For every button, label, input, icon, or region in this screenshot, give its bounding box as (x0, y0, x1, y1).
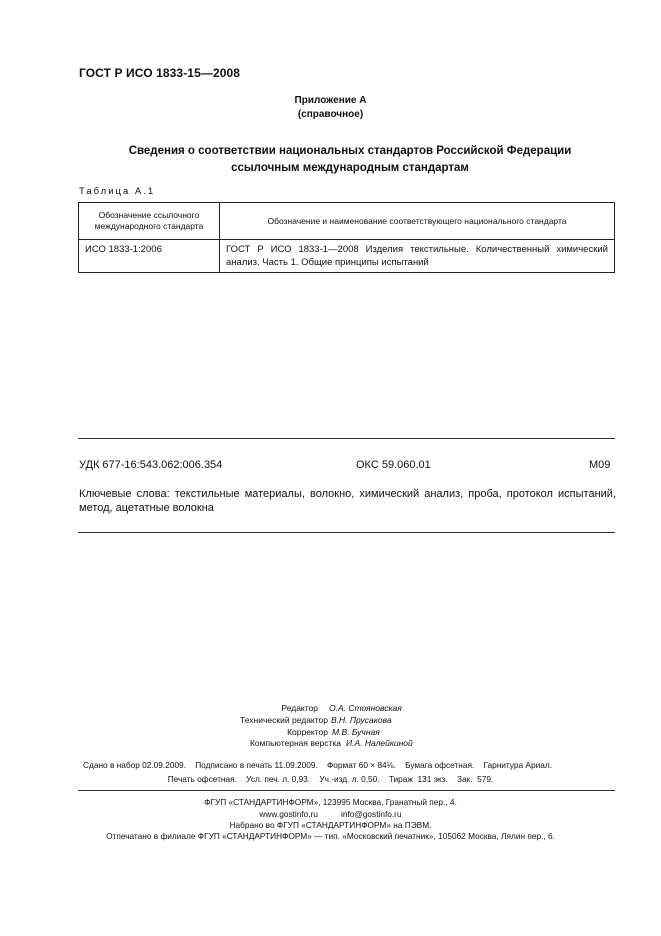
credit-name: О.А. Стояновская (329, 703, 402, 713)
table-header-intl: Обозначение ссылочного международного стандарта (79, 203, 220, 240)
credit-role: Технический редактор (240, 715, 328, 725)
table-cell-national: ГОСТ Р ИСО 1833-1—2008 Изделия текстильные. Количественный химический анализ. Часть 1. Общие принципы испытаний (220, 240, 615, 273)
credit-role: Редактор (281, 703, 318, 713)
table-row (79, 240, 615, 273)
credit-name: М.В. Бучная (332, 727, 380, 737)
credit-role: Корректор (287, 727, 328, 737)
publisher-contacts: www.gostinfo.ru info@gostinfo.ru (259, 809, 402, 819)
section-title-line1: Сведения о соответствии национальных стандартов Российской Федерации (128, 145, 572, 157)
classification-code: М09 (589, 459, 611, 471)
imprint-line1: Сдано в набор 02.09.2009. Подписано в печать 11.09.2009. Формат 60 × 84⅛. Бумага офсетная. Гарнитура Ариал. (83, 760, 552, 770)
table-cell-intl: ИСО 1833-1:2006 (79, 240, 220, 273)
udc-code: УДК 677-16:543.062:006.354 (79, 459, 223, 471)
publisher-line3: Набрано во ФГУП «СТАНДАРТИНФОРМ» на ПЭВМ. (229, 820, 432, 830)
appendix-title: Приложение А (294, 95, 367, 106)
keywords: Ключевые слова: текстильные материалы, волокно, химический анализ, проба, протокол испытаний, метод, ацетатные волокна (79, 488, 616, 514)
table-header-national: Обозначение и наименование соответствующего национального стандарта (220, 203, 615, 240)
appendix-type: (справочное) (297, 109, 364, 120)
publisher-line1: ФГУП «СТАНДАРТИНФОРМ», 123995 Москва, Гранатный пер., 4. (204, 797, 457, 807)
credit-name: И.А. Налейкиной (346, 738, 413, 748)
publisher-line4: Отпечатано в филиале ФГУП «СТАНДАРТИНФОРМ» — тип. «Московский печатник», 105062 Москва, Лялин пер., 6. (106, 831, 555, 841)
standard-number: ГОСТ Р ИСО 1833-15—2008 (79, 66, 241, 80)
credit-name: В.Н. Прусакова (331, 715, 392, 725)
oks-code: ОКС 59.060.01 (356, 459, 431, 471)
imprint-line2: Печать офсетная. Усл. печ. л. 0,93. Уч.-изд. л. 0,50. Тираж 131 экз. Зак. 579. (167, 774, 494, 784)
divider-top (78, 438, 615, 439)
table-header-row (79, 203, 615, 240)
divider-imprint (78, 790, 615, 791)
section-title-line2: ссылочным международным стандартам (231, 162, 469, 174)
correspondence-table (78, 202, 615, 273)
divider-bottom (78, 532, 615, 533)
table-caption: Таблица А.1 (79, 186, 156, 197)
credit-role: Компьютерная верстка (249, 738, 341, 748)
section-title (80, 143, 620, 177)
